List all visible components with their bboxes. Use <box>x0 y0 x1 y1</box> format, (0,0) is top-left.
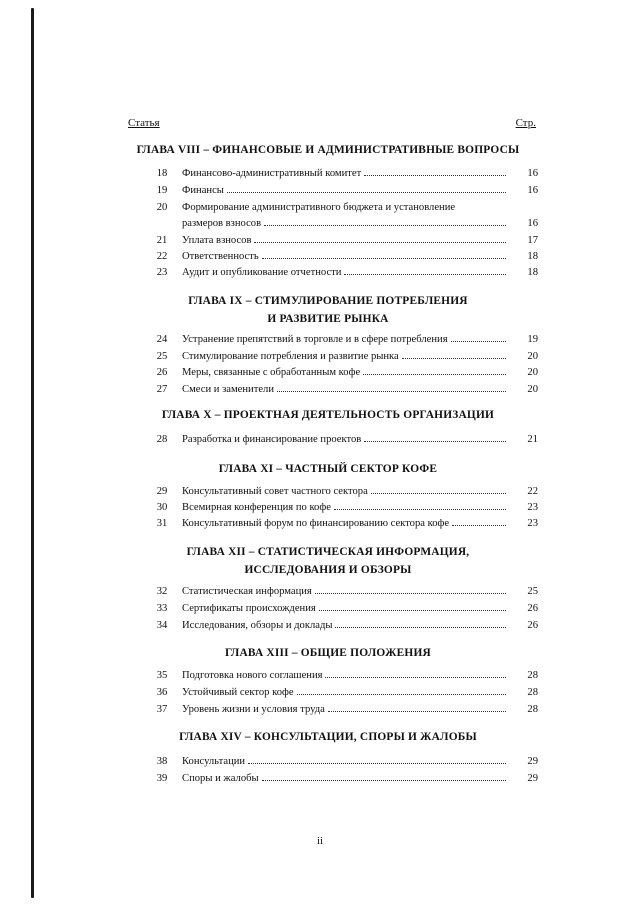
article-number: 30 <box>156 502 168 513</box>
toc-entry[interactable] <box>152 620 538 636</box>
article-column-label: Статья <box>128 117 160 129</box>
entry-title: Консультации <box>182 756 246 767</box>
chapter-heading <box>120 406 536 424</box>
page-number: 20 <box>527 351 538 362</box>
dot-leader <box>262 257 506 259</box>
dot-leader <box>364 440 506 442</box>
toc-entry[interactable] <box>152 202 538 234</box>
dot-leader <box>227 191 506 193</box>
page-number: 26 <box>527 620 538 631</box>
dot-leader <box>402 357 506 359</box>
chapter-heading <box>120 460 536 478</box>
toc-entry[interactable] <box>152 603 538 619</box>
page-number: 26 <box>527 603 538 614</box>
dot-leader <box>254 241 506 243</box>
entry-title: Меры, связанные с обработанным кофе <box>182 367 361 378</box>
dot-leader <box>371 492 506 494</box>
entry-title: Консультативный совет частного сектора <box>182 486 368 497</box>
chapter-title-line: ГЛАВА XIV – КОНСУЛЬТАЦИИ, СПОРЫ И ЖАЛОБЫ <box>179 731 477 743</box>
dot-leader <box>452 524 506 526</box>
article-number: 35 <box>156 670 168 681</box>
page-number: 29 <box>527 773 538 784</box>
chapter-heading <box>120 543 536 579</box>
page-number: 16 <box>527 168 538 179</box>
footer-page-number: ii <box>316 835 324 847</box>
entry-title: Разработка и финансирование проектов <box>182 434 362 445</box>
page-number: 20 <box>527 367 538 378</box>
toc-entry[interactable] <box>152 773 538 789</box>
entry-title: Консультативный форум по финансированию сектора кофе <box>182 518 450 529</box>
article-number: 26 <box>156 367 168 378</box>
toc-entry[interactable] <box>152 235 538 251</box>
toc-entry[interactable] <box>152 434 538 450</box>
dot-leader <box>315 592 506 594</box>
dot-leader <box>297 693 506 695</box>
page-number: 23 <box>527 502 538 513</box>
toc-entry[interactable] <box>152 687 538 703</box>
toc-entry[interactable] <box>152 756 538 772</box>
page-number: 21 <box>527 434 538 445</box>
page-number: 17 <box>527 235 538 246</box>
article-number: 39 <box>156 773 168 784</box>
binding-edge <box>31 8 34 898</box>
page-number: 19 <box>527 334 538 345</box>
entry-title: Исследования, обзоры и доклады <box>182 620 333 631</box>
toc-entry[interactable] <box>152 185 538 201</box>
chapter-title-line: И РАЗВИТИЕ РЫНКА <box>267 313 389 325</box>
dot-leader <box>328 710 506 712</box>
entry-title: Аудит и опубликование отчетности <box>182 267 342 278</box>
page-number: 28 <box>527 687 538 698</box>
page-number: 28 <box>527 704 538 715</box>
page-number: 16 <box>527 185 538 196</box>
page-number: 20 <box>527 384 538 395</box>
chapter-title-line: ГЛАВА XI – ЧАСТНЫЙ СЕКТОР КОФЕ <box>218 463 438 475</box>
dot-leader <box>363 373 506 375</box>
article-number: 38 <box>156 756 168 767</box>
entry-title-first-line: Формирование административного бюджета и установление <box>182 202 456 213</box>
entry-title: Сертификаты происхождения <box>182 603 316 614</box>
article-number: 32 <box>156 586 168 597</box>
entry-title: Уровень жизни и условия труда <box>182 704 325 715</box>
page-number: 25 <box>527 586 538 597</box>
dot-leader <box>262 779 506 781</box>
entry-title: Ответственность <box>182 251 259 262</box>
article-number: 21 <box>156 235 168 246</box>
article-number: 28 <box>156 434 168 445</box>
entry-title: Смеси и заменители <box>182 384 274 395</box>
dot-leader <box>319 609 506 611</box>
entry-title: Подготовка нового соглашения <box>182 670 323 681</box>
toc-entry[interactable] <box>152 367 538 383</box>
chapter-title-line: ГЛАВА XIII – ОБЩИЕ ПОЛОЖЕНИЯ <box>225 647 431 659</box>
chapter-title-line: ГЛАВА XII – СТАТИСТИЧЕСКАЯ ИНФОРМАЦИЯ, <box>186 546 470 558</box>
page-number: 18 <box>527 251 538 262</box>
entry-title: Уплата взносов <box>182 235 252 246</box>
toc-entry[interactable] <box>152 670 538 686</box>
entry-title: размеров взносов <box>182 218 262 229</box>
toc-entry[interactable] <box>152 267 538 283</box>
chapter-heading <box>120 292 536 328</box>
toc-entry[interactable] <box>152 334 538 350</box>
page-number: 23 <box>527 518 538 529</box>
chapter-heading <box>120 728 536 746</box>
dot-leader <box>334 508 506 510</box>
page-number: 22 <box>527 486 538 497</box>
page-column-label: Стр. <box>515 117 536 129</box>
toc-entry[interactable] <box>152 384 538 400</box>
page-number: 29 <box>527 756 538 767</box>
entry-title: Споры и жалобы <box>182 773 259 784</box>
article-number: 33 <box>156 603 168 614</box>
article-number: 22 <box>156 251 168 262</box>
chapter-title-line: ГЛАВА VIII – ФИНАНСОВЫЕ И АДМИНИСТРАТИВНЫЕ ВОПРОСЫ <box>136 144 520 156</box>
toc-entry[interactable] <box>152 502 538 518</box>
article-number: 20 <box>156 202 168 213</box>
entry-title: Статистическая информация <box>182 586 312 597</box>
entry-title: Стимулирование потребления и развитие рынка <box>182 351 399 362</box>
article-number: 31 <box>156 518 168 529</box>
page-number: 16 <box>527 218 538 229</box>
chapter-heading <box>120 141 536 159</box>
chapter-heading <box>120 644 536 662</box>
article-number: 23 <box>156 267 168 278</box>
chapter-title-line: ИССЛЕДОВАНИЯ И ОБЗОРЫ <box>244 564 412 576</box>
entry-title: Финансово-административный комитет <box>182 168 362 179</box>
article-number: 27 <box>156 384 168 395</box>
toc-entry[interactable] <box>152 586 538 602</box>
dot-leader <box>344 273 506 275</box>
toc-entry[interactable] <box>152 251 538 267</box>
article-number: 18 <box>156 168 168 179</box>
page-number: 28 <box>527 670 538 681</box>
article-number: 29 <box>156 486 168 497</box>
entry-title: Устойчивый сектор кофе <box>182 687 294 698</box>
dot-leader <box>277 390 506 392</box>
entry-title: Устранение препятствий в торговле и в сфере потребления <box>182 334 448 345</box>
toc-entry[interactable] <box>152 351 538 367</box>
article-number: 25 <box>156 351 168 362</box>
toc-entry[interactable] <box>152 704 538 720</box>
chapter-title-line: ГЛАВА IX – СТИМУЛИРОВАНИЕ ПОТРЕБЛЕНИЯ <box>188 295 468 307</box>
dot-leader <box>325 676 506 678</box>
dot-leader <box>248 762 506 764</box>
toc-entry[interactable] <box>152 518 538 534</box>
dot-leader <box>451 340 506 342</box>
article-number: 37 <box>156 704 168 715</box>
page-number: 18 <box>527 267 538 278</box>
dot-leader <box>335 626 506 628</box>
dot-leader <box>364 174 506 176</box>
entry-title: Финансы <box>182 185 224 196</box>
entry-title: Всемирная конференция по кофе <box>182 502 331 513</box>
toc-entry[interactable] <box>152 168 538 184</box>
article-number: 19 <box>156 185 168 196</box>
chapter-title-line: ГЛАВА X – ПРОЕКТНАЯ ДЕЯТЕЛЬНОСТЬ ОРГАНИЗАЦИИ <box>161 409 495 421</box>
toc-entry[interactable] <box>152 486 538 502</box>
article-number: 24 <box>156 334 168 345</box>
article-number: 34 <box>156 620 168 631</box>
dot-leader <box>264 224 506 226</box>
article-number: 36 <box>156 687 168 698</box>
